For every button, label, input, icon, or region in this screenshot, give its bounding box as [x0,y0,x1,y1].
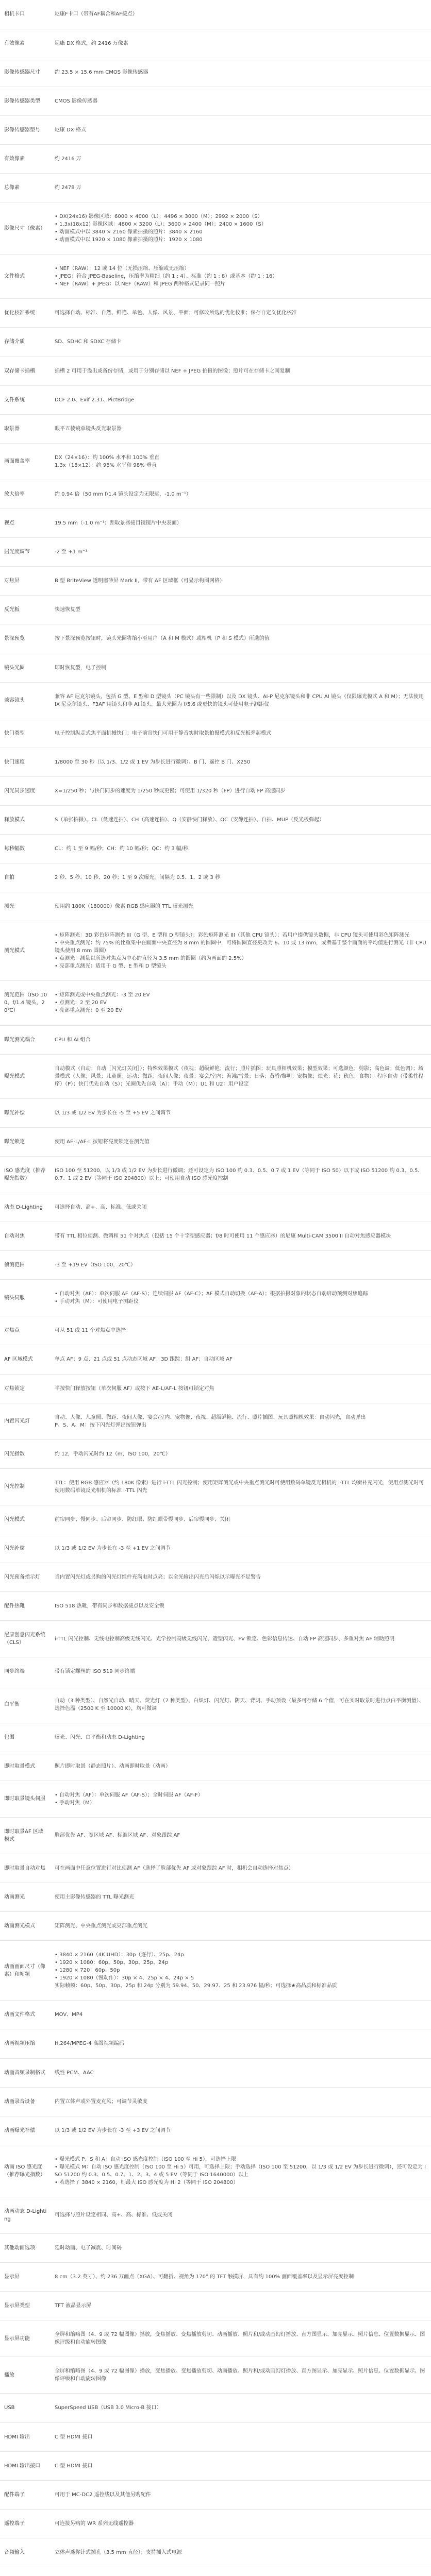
spec-row [0,202,431,255]
spec-value: 可连接另购的 WR 系列无线遥控器 [52,2509,431,2538]
spec-value: 内置立体声或外置麦克风；可调节灵敏度 [52,2087,431,2116]
spec-value [52,2567,431,2576]
spec-value: 约 0.94 倍（50 mm f/1.4 镜头设定为无限远，-1.0 m⁻¹） [52,480,431,509]
spec-label: 每秒幅数 [0,835,52,863]
spec-row [0,981,431,1025]
spec-label: 显示屏功能 [0,2320,52,2357]
spec-row [0,2029,431,2058]
spec-label: 屈光度调节 [0,538,52,567]
spec-value: 单点 AF；9 点、21 点或 51 点动态区域 AF；3D 跟踪；组 AF；自动区域 AF [52,1345,431,1374]
spec-label: 对焦点 [0,1316,52,1345]
spec-row [0,2116,431,2145]
spec-row [0,1156,431,1193]
spec-label: 播放 [0,2357,52,2394]
spec-label: 取景器 [0,414,52,443]
spec-value: CMOS 影像传感器 [52,87,431,115]
spec-row [0,385,431,414]
spec-value: 全屏和缩略图（4、9 或 72 幅图像）播放，变焦播放、变焦播放剪切、动画播放、照片和/或动画幻灯播放、直方图显示、加亮显示、照片信息、位置数据显示、图像评级和自动旋转图像 [52,2357,431,2394]
spec-row [0,2394,431,2422]
spec-value: 带有锁定螺丝的 ISO 519 同步终端 [52,1657,431,1686]
spec-label: 镜头伺服 [0,1280,52,1316]
spec-value: 约 2416 万 [52,144,431,173]
spec-value: 可选择与照片设定相同、高+、高、标准、低或关闭 [52,2197,431,2233]
spec-row [0,328,431,357]
spec-value: 以 1/3 或 1/2 EV 为步长在 -3 至 +1 EV 之间调节 [52,1534,431,1563]
spec-value: -2 至 +1 m⁻¹ [52,538,431,567]
spec-label: ISO 感光度（推荐曝光指数） [0,1156,52,1193]
spec-label: 优化校准系统 [0,299,52,328]
spec-row [0,1883,431,1912]
spec-label: 即时取景镜头伺服 [0,1781,52,1817]
spec-row [0,776,431,805]
spec-value: 兼容 AF 尼克尔镜头，包括 G 型、E 型和 D 型镜头（PC 镜头有一些限制）以及 DX 镜头、AI-P 尼克尔镜头和非 CPU AI 镜头（仅限曝光模式 A 和 M）；无法使用 IX 尼克尔镜头、F3AF 用镜头和非 AI 镜头。最大光圈为 f/5.6 或更快的镜头可使用电子测距仪 [52,682,431,719]
spec-value: DX（24×16）：约 100% 水平和 100% 垂直 1.3x（18×12）：约 98% 水平和 98% 垂直 [52,443,431,480]
spec-row [0,299,431,328]
spec-value: 曝光、闪光、白平衡和动态 D-Lighting [52,1723,431,1752]
spec-value: 约 2478 万 [52,174,431,202]
spec-row [0,2087,431,2116]
spec-label: 文件格式 [0,255,52,299]
spec-value: • 曝光模式 P、S 和 A：自动 ISO 感光度控制（ISO 100 至 Hi 5），可选择上限 • 曝光模式 M：自动 ISO 感光度控制（ISO 100 至 Hi 5）可用，可选择上限；手动选择（ISO 100 至 51200，以 1/3 或 1/2 EV 为步长进行微调），还可设定为 ISO 51200 约 0.3、0.5、0.7、1、2、3、4 或 5 EV（等同于 ISO 1640000）以上 • 若选择了 3840 × 2160，则最大 ISO 感光度为 Hi 2（等同于 ISO 204800） [52,2145,431,2197]
spec-row [0,1251,431,1280]
spec-value: 自动、人像、儿童照、微距、夜间人像、宴会/室内、宠物像、夜视、超级鲜艳、流行、照片插图、玩具照相机效果：自动闪光，自动弹出 P、S、A、M：按下闪光灯弹出按钮弹出 [52,1403,431,1439]
spec-value: 自动模式（自动；自动［闪光灯关闭］）；特殊效果模式（夜视；超级鲜艳；流行；照片插图；玩具照相机效果；模型效果；可选颜色；剪影；高色调；低色调）；场景模式（人像；风景；儿童照；运动；微距；夜间人像；夜景；宴会/室内；海滩/雪景；日落；黄昏/黎明；宠物像；烛光；花；秋色；食物）；程序自动（带柔性程序）（P）；快门优先自动（S）；光圈优先自动（A）；手动（M）；U1 和 U2：用户设定 [52,1054,431,1098]
spec-row [0,2422,431,2451]
spec-value: 半按快门释放按钮（单次伺服 AF）或按下 AE-L/AF-L 按钮可锁定对焦 [52,1374,431,1403]
spec-row [0,2001,431,2029]
spec-label: 曝光测光耦合 [0,1025,52,1054]
spec-row [0,2451,431,2480]
spec-row [0,2480,431,2509]
spec-value: 使用主影像传感器的 TTL 曝光测光 [52,1883,431,1912]
spec-row [0,1912,431,1941]
spec-value: 可从 51 或 11 个对焦点中选择 [52,1316,431,1345]
spec-label: 释放模式 [0,805,52,834]
spec-value: C 型 HDMI 接口 [52,2422,431,2451]
spec-row [0,357,431,385]
spec-label [0,2567,52,2576]
spec-label: 显示屏类型 [0,2292,52,2320]
spec-value: S（单张拍摄）、CL（低速连拍）、CH（高速连拍）、Q（安静快门释放）、QC（安静连拍）、自拍、MUP（反光板弹起） [52,805,431,834]
spec-label: 快门类型 [0,719,52,748]
spec-row [0,1374,431,1403]
spec-value: 脸部优先 AF、宽区域 AF、标准区域 AF、对象跟踪 AF [52,1817,431,1854]
spec-row [0,2058,431,2087]
spec-label: 动画测光模式 [0,1912,52,1941]
spec-row [0,1563,431,1592]
spec-value: 尼康F卡口（带有AF耦合和AF接点） [52,0,431,29]
spec-value: 以 1/3 或 1/2 EV 为步长在 -3 至 +3 EV 之间调节 [52,2116,431,2145]
spec-value: 1/8000 至 30 秒（以 1/3、1/2 或 1 EV 为步长进行微调）、B 门、遥控 B 门、X250 [52,748,431,776]
spec-row [0,1025,431,1054]
spec-label: 动画测光 [0,1883,52,1912]
spec-label: 画面覆盖率 [0,443,52,480]
spec-value: 前帘同步、慢同步、后帘同步、防红眼、防红眼带慢同步、后帘慢同步、关闭 [52,1505,431,1534]
spec-label: 测光范围（ISO 100，f/1.4 镜头，20℃） [0,981,52,1025]
spec-label: 闪光补偿 [0,1534,52,1563]
spec-row [0,1345,431,1374]
spec-value: B 型 BriteView 透明磨砂屏 Mark II，带有 AF 区域框（可显示构图网格） [52,567,431,596]
spec-label: 即时取景自动对焦 [0,1854,52,1883]
spec-row [0,174,431,202]
spec-label: 影像传感器尺寸 [0,58,52,87]
spec-value: MOV、MP4 [52,2001,431,2029]
spec-value: 使用 AE-L/AF-L 按钮将亮度锁定在测光值 [52,1127,431,1156]
spec-row [0,255,431,299]
spec-row [0,1316,431,1345]
spec-row [0,719,431,748]
spec-label: 视点 [0,509,52,538]
spec-row [0,414,431,443]
spec-label: 兼容镜头 [0,682,52,719]
spec-label: 显示屏 [0,2263,52,2292]
spec-value: 矩阵测光、中央重点测光或亮部重点测光 [52,1912,431,1941]
spec-label: 配件热靴 [0,1592,52,1621]
spec-label: 动画 ISO 感光度（推荐曝光指数） [0,2145,52,2197]
spec-row [0,509,431,538]
spec-row [0,2292,431,2320]
spec-value: 自动（3 种类型）、自然光自动、晴天、荧光灯（7 种类型）、白炽灯、闪光灯、阴天、背阴、手动预设（最多可存储 6 个值，可在实时取景时进行点白平衡测量）、选择色温（2500 K 至 10000 K），均可微调 [52,1686,431,1723]
spec-row [0,1592,431,1621]
spec-row [0,480,431,509]
spec-row [0,748,431,776]
spec-label: 配件端子 [0,2480,52,2509]
spec-row [0,596,431,624]
spec-row [0,2263,431,2292]
spec-label: 相机卡口 [0,0,52,29]
spec-label: 包围 [0,1723,52,1752]
spec-row [0,1686,431,1723]
spec-value: 8 cm（3.2 英寸）、约 236 万画点（XGA）、可翻折、视角为 170° 的 TFT 触摸屏，具有约 100% 画面覆盖率以及显示屏亮度控制 [52,2263,431,2292]
spec-value: H.264/MPEG-4 高级视频编码 [52,2029,431,2058]
spec-label: 测光 [0,892,52,921]
spec-row [0,2538,431,2567]
spec-label: 影像传感器类型 [0,87,52,115]
spec-value: • 矩阵测光：3D 彩色矩阵测光 III（G 型、E 型和 D 型镜头）；彩色矩阵测光 III（其他 CPU 镜头）；若用户提供镜头数据，非 CPU 镜头可使用彩色矩阵测光 • 中央重点测光：约 75% 的比重集中在画面中央直径为 8 mm 的圆圈中，可将圆圈直径更改为 6、10 或 13 mm，或者基于整个画面的平均值进行测光（非 CPU 镜头使用 8 mm 圆圈） • 点测光：测量以所选对焦点为中心的直径为 3.5 mm 的圆圈（约为画面的 2.5%） • 亮部重点测光：适用于 G 型、E 型和 D 型镜头 [52,921,431,981]
spec-row [0,144,431,173]
spec-value: 延时动画、电子减震、时间码 [52,2233,431,2262]
spec-value: ISO 518 热靴，带有同步和数据接点以及安全锁 [52,1592,431,1621]
spec-label: 遥控端子 [0,2509,52,2538]
spec-label: 音频输入 [0,2538,52,2567]
spec-value: 插槽 2 可用于溢出或备份存储，或用于分别存储以 NEF + JPEG 拍摄的图像；照片可在存储卡之间复制 [52,357,431,385]
spec-row [0,1193,431,1222]
spec-value: 线性 PCM、AAC [52,2058,431,2087]
spec-label: 闪光控制 [0,1468,52,1505]
spec-value: 立体声迷你针式插孔（3.5 mm 直径）；支持插入式电源 [52,2538,431,2567]
spec-label: 闪光同步速度 [0,776,52,805]
spec-row [0,892,431,921]
spec-value: 快速恢复型 [52,596,431,624]
spec-row [0,1098,431,1127]
spec-row [0,2357,431,2394]
spec-row [0,624,431,653]
spec-row [0,2320,431,2357]
spec-row [0,2509,431,2538]
spec-value: 眼平五棱镜单镜头反光取景器 [52,414,431,443]
spec-row [0,1127,431,1156]
spec-row [0,1854,431,1883]
spec-row [0,863,431,892]
spec-value: 带有 TTL 相位侦测、微调和 51 个对焦点（包括 15 个十字型感应器；f/8 时可使用 11 个感应器）的尼康 Multi-CAM 3500 II 自动对焦感应器模块 [52,1222,431,1251]
spec-label: 闪光指数 [0,1439,52,1468]
spec-row [0,0,431,29]
spec-row [0,1817,431,1854]
spec-row [0,653,431,682]
spec-label: 自动对焦 [0,1222,52,1251]
spec-value: • 自动对焦（AF）：单次伺服 AF（AF-S）；连续伺服 AF（AF-C）；AF 模式自动切换（AF-A）；根据拍摄对象的状态自动启动预测对焦追踪 • 手动对焦（M）：可使用电子测距仪 [52,1280,431,1316]
spec-row [0,2233,431,2262]
spec-label: 曝光补偿 [0,1098,52,1127]
spec-label: 动画文件格式 [0,2001,52,2029]
spec-row [0,1534,431,1563]
spec-label: 曝光模式 [0,1054,52,1098]
spec-row [0,29,431,58]
spec-row [0,805,431,834]
spec-value: 可选择自动、高+、高、标准、低或关闭 [52,1193,431,1222]
spec-label: 双存储卡插槽 [0,357,52,385]
spec-label: HDMI 输出接口 [0,2451,52,2480]
spec-row [0,1621,431,1657]
spec-row [0,835,431,863]
spec-value: 尼康 DX 格式，约 2416 万像素 [52,29,431,58]
spec-value: -3 至 +19 EV（ISO 100，20℃） [52,1251,431,1280]
spec-value: i-TTL 闪光控制、无线电控制高级无线闪光、光学控制高级无线闪光、造型闪光、FV 锁定、色彩信息传达、自动 FP 高速同步、多重对焦 AF 辅助照明 [52,1621,431,1657]
spec-value: 可在画面中任意位置进行对比侦测 AF（选择了脸部优先 AF 或对象跟踪 AF 时，相机会自动选择对焦点） [52,1854,431,1883]
spec-label: 动画曝光补偿 [0,2116,52,2145]
spec-row [0,1941,431,2001]
spec-label: 影像传感器型号 [0,115,52,144]
spec-row [0,1403,431,1439]
spec-label: 动态 D-Lighting [0,1193,52,1222]
spec-value: SD、SDHC 和 SDXC 存储卡 [52,328,431,357]
spec-value: • NEF（RAW）：12 或 14 位（无损压缩、压缩或无压缩） • JPEG：符合 JPEG-Baseline，压缩率为精细（约 1 : 4）、标准（约 1 : 8）或基本（约 1 : 16） • NEF（RAW）+ JPEG：以 NEF（RAW）和 JPEG 两种格式记录同一照片 [52,255,431,299]
spec-label: 放大倍率 [0,480,52,509]
spec-value: 当内置闪光灯或另购的闪光灯组件充满电时点亮；以全光输出闪光后闪烁以示曝光不足警告 [52,1563,431,1592]
spec-row [0,1222,431,1251]
spec-row [0,1505,431,1534]
spec-label: 总像素 [0,174,52,202]
spec-row [0,538,431,567]
spec-label: 存储介质 [0,328,52,357]
spec-row [0,87,431,115]
spec-label: 对焦锁定 [0,1374,52,1403]
spec-label: 快门速度 [0,748,52,776]
spec-value: CPU 和 AI 组合 [52,1025,431,1054]
spec-row [0,2197,431,2233]
spec-label: 动画音频录制格式 [0,2058,52,2087]
spec-row [0,2145,431,2197]
spec-label: 测光模式 [0,921,52,981]
spec-row [0,1781,431,1817]
spec-label: 同步终端 [0,1657,52,1686]
spec-value: • 矩阵测光或中央重点测光：-3 至 20 EV • 点测光：2 至 20 EV • 亮部重点测光：0 至 20 EV [52,981,431,1025]
spec-label: 曝光锁定 [0,1127,52,1156]
spec-label: USB [0,2394,52,2422]
spec-value: SuperSpeed USB（USB 3.0 Micro-B 接口） [52,2394,431,2422]
spec-value: 全屏和缩略图（4、9 或 72 幅图像）播放，变焦播放、变焦播放剪切、动画播放、照片和/或动画幻灯播放、直方图显示、加亮显示、照片信息、位置数据显示、图像评级和自动旋转图像 [52,2320,431,2357]
spec-label: 即时取景AF 区域模式 [0,1817,52,1854]
spec-value: 即时恢复型，电子控制 [52,653,431,682]
spec-label: 内置闪光灯 [0,1403,52,1439]
spec-label: 闪光模式 [0,1505,52,1534]
spec-label: 白平衡 [0,1686,52,1723]
spec-label: 有效像素 [0,144,52,173]
spec-label: 景深预览 [0,624,52,653]
spec-label: 镜头光圈 [0,653,52,682]
spec-label: AF 区域模式 [0,1345,52,1374]
spec-value: • DX(24x16) 影像区域：6000 × 4000（L）；4496 × 3000（M）；2992 × 2000（S） • 1.3x(18x12) 影像区域：4800 × 3200（L）；3600 × 2400（M）；2400 × 1600（S） • 动画模式中以 3840 × 2160 像素拍摄的照片：3840 × 2160 • 动画模式中以 1920 × 1080 像素拍摄的照片：1920 × 1080 [52,202,431,255]
spec-label: 闪光预备指示灯 [0,1563,52,1592]
spec-row [0,1280,431,1316]
spec-label: 自拍 [0,863,52,892]
spec-value: 尼康 DX 格式 [52,115,431,144]
spec-value: 约 12，手动闪光时约 12（m，ISO 100，20℃） [52,1439,431,1468]
spec-row [0,921,431,981]
spec-label: 其他动画选项 [0,2233,52,2262]
spec-value: DCF 2.0、Exif 2.31、PictBridge [52,385,431,414]
spec-row [0,682,431,719]
spec-label: 动画视频压缩 [0,2029,52,2058]
spec-value: 电子控制纵走式焦平面机械快门；电子前帘快门可用于静音实时取景拍摄模式和反光板弹起模式 [52,719,431,748]
spec-row [0,1752,431,1781]
spec-value: 19.5 mm（-1.0 m⁻¹；距取景器接目镜镜片中央表面） [52,509,431,538]
spec-row [0,2567,431,2576]
spec-label: HDMI 输出 [0,2422,52,2451]
spec-row [0,567,431,596]
spec-value: C 型 HDMI 接口 [52,2451,431,2480]
spec-label: 影像尺寸（像素） [0,202,52,255]
spec-value: X=1/250 秒；与快门同步的速度为 1/250 秒或更慢；可使用 1/320 秒（FP）进行自动 FP 高速同步 [52,776,431,805]
spec-value: 2 秒、5 秒、10 秒、20 秒；1 至 9 次曝光，间隔为 0.5、1、2 或 3 秒 [52,863,431,892]
spec-value: 可选择自动、标准、自然、鲜艳、单色、人像、风景、平面；可修改所选的优化校准；保存自定义优化校准 [52,299,431,328]
spec-label: 动画画面尺寸（像素）和帧频 [0,1941,52,2001]
spec-value: TFT 液晶显示屏 [52,2292,431,2320]
spec-value: 以 1/3 或 1/2 EV 为步长在 -5 至 +5 EV 之间调节 [52,1098,431,1127]
spec-label: 文件系统 [0,385,52,414]
spec-label: 动画动态 D-Lighting [0,2197,52,2233]
spec-label: 有效像素 [0,29,52,58]
spec-value: • 自动对焦（AF）：单次伺服 AF（AF-S）；全时伺服 AF（AF-F） • 手动对焦（M） [52,1781,431,1817]
spec-value: CL：约 1 至 9 幅/秒；CH：约 10 幅/秒；QC：约 3 幅/秒 [52,835,431,863]
spec-label: 尼康创意闪光系统（CLS） [0,1621,52,1657]
spec-row [0,1439,431,1468]
spec-label: 侦测范围 [0,1251,52,1280]
spec-value: 可用于 MC-DC2 遥控线以及其他另购配件 [52,2480,431,2509]
spec-value: 约 23.5 × 15.6 mm CMOS 影像传感器 [52,58,431,87]
spec-row [0,58,431,87]
spec-value: 按下景深预览按钮时，镜头光圈将缩小至用户（A 和 M 模式）或相机（P 和 S 模式）所选的值 [52,624,431,653]
spec-value: 照片即时取景（静态照片）、动画即时取景（动画） [52,1752,431,1781]
spec-label: 动画录音设备 [0,2087,52,2116]
spec-label: 反光板 [0,596,52,624]
spec-row [0,115,431,144]
spec-value: 使用约 180K（180000）像素 RGB 感应器的 TTL 曝光测光 [52,892,431,921]
spec-value: ISO 100 至 51200，以 1/3 或 1/2 EV 为步长进行微调；还可设定为 ISO 100 约 0.3、0.5、0.7 或 1 EV（等同于 ISO 50）以下或 ISO 51200 约 0.3、0.5、0.7、1 或 2 EV（等同于 ISO 204800）以上；可使用自动 ISO 感光度控制 [52,1156,431,1193]
spec-label: 对焦屏 [0,567,52,596]
spec-label: 即时取景模式 [0,1752,52,1781]
spec-row [0,1468,431,1505]
spec-value: TTL：使用 RGB 感应器（约 180K 像素）进行 i-TTL 闪光控制；使用矩阵测光或中央重点测光时可使用数码单镜反光相机的 i-TTL 均衡补充闪光，使用点测光时可使用数码单镜反光相机的标准 i-TTL 闪光 [52,1468,431,1505]
spec-row [0,1723,431,1752]
spec-row [0,1054,431,1098]
spec-row [0,1657,431,1686]
spec-row [0,443,431,480]
spec-value: • 3840 × 2160（4K UHD）：30p（逐行）、25p、24p • 1920 × 1080：60p、50p、30p、25p、24p • 1280 × 720：60p、50p • 1920 × 1080（慢动作）：30p × 4、25p × 4、24p × 5 实际帧频：60p、50p、30p、25p 和 24p 分别为 59.94、50、29.97、25 和 23.976 幅/秒；可选择★高品质和标准品质 [52,1941,431,2001]
